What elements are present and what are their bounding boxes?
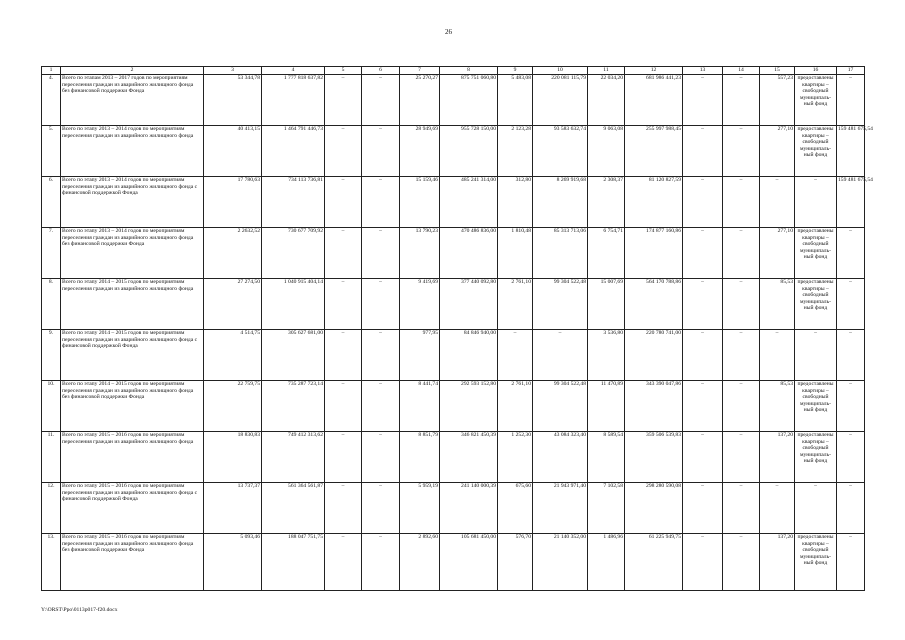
table-cell: 27 274,50 [204,279,262,330]
table-cell: – [533,330,588,381]
table-cell: 1 040 915 404,14 [262,279,325,330]
table-cell: 81 120 827,59 [625,177,683,228]
table-cell: – [362,126,400,177]
table-cell: 99 304 522,48 [533,381,588,432]
table-cell: 137,20 [760,534,795,591]
table-cell: 85 313 713,06 [533,228,588,279]
table-cell: 11 470,89 [588,381,625,432]
table-cell: 8 269 919,68 [533,177,588,228]
table-cell: 734 113 736,81 [262,177,325,228]
table-cell: 2 2632,52 [204,228,262,279]
table-cell: – [325,126,362,177]
table-cell: – [362,330,400,381]
table-cell: 15 159,46 [400,177,440,228]
table-cell: 18 830,83 [204,432,262,483]
table-cell: 1 464 791 446,73 [262,126,325,177]
table-cell: – [683,534,723,591]
table-cell: – [723,279,760,330]
table-cell: – [325,534,362,591]
table-cell: 3 536,80 [588,330,625,381]
table-cell: – [325,483,362,534]
table-cell: предоставлены квартиры – свободный муниципаль-ный фонд [795,126,837,177]
table-cell: 43 084 323,40 [533,432,588,483]
table-cell: 6 754,71 [588,228,625,279]
table-cell: 93 583 632,74 [533,126,588,177]
table-cell: 28 949,69 [400,126,440,177]
column-number: 2 [61,67,204,75]
file-path: Y:\ORST\Ppo\0113p017-f20.docx [41,607,118,613]
table-cell: предоставлены квартиры – свободный муниципаль-ный фонд [795,381,837,432]
table-row [42,126,865,177]
table-cell: – [723,534,760,591]
table-row [42,432,865,483]
table-cell: 17 780,63 [204,177,262,228]
table-cell: 4 514,75 [204,330,262,381]
table-cell: 1 486,96 [588,534,625,591]
table-cell: Всего по этапу 2015 – 2016 годов по мероприятиям переселения граждан из аварийного жилищного фонда без финансовой поддержки Фонда [61,534,204,591]
table-cell: – [325,381,362,432]
table-cell: – [362,483,400,534]
table-cell: – [723,483,760,534]
table-row [42,228,865,279]
resettlement-table [41,66,873,591]
table-cell: 2 761,10 [498,279,533,330]
table-cell: – [683,126,723,177]
table-cell: 7 102,58 [588,483,625,534]
table-cell: 564 170 788,86 [625,279,683,330]
table-cell: 22 759,75 [204,381,262,432]
table-cell: Всего по этапу 2014 – 2015 годов по мероприятиям переселения граждан из аварийного жилищного фонда без финансовой поддержки Фонда [61,381,204,432]
table-cell: Всего по этапу 2013 – 2014 годов по мероприятиям переселения граждан из аварийного жилищного фонда без финансовой поддержки Фонда [61,228,204,279]
table-row [42,381,865,432]
table-cell: 7. [42,228,61,279]
table-cell: 255 997 988,45 [625,126,683,177]
table-cell: – [723,75,760,126]
table-cell: 305 627 681,00 [262,330,325,381]
table-cell: Всего по этапу 2013 – 2014 годов по мероприятиям переселения граждан из аварийного жилищного фонда с финансовой поддержкой Фонда [61,177,204,228]
column-number: 11 [588,67,625,75]
table-cell: 5. [42,126,61,177]
table-cell: 6. [42,177,61,228]
column-number: 3 [204,67,262,75]
table-cell: 174 877 160,86 [625,228,683,279]
table-cell: Всего по этапу 2015 – 2016 годов по мероприятиям переселения граждан из аварийного жилищного фонда [61,432,204,483]
table-cell: – [837,228,865,279]
table-cell: предоставлены квартиры – свободный муниципаль-ный фонд [795,279,837,330]
table-cell: 220 780 741,00 [625,330,683,381]
table-cell: Всего по этапу 2014 – 2015 годов по мероприятиям переселения граждан из аварийного жилищного фонда с финансовой поддержкой Фонда [61,330,204,381]
table-cell: 470 486 836,00 [440,228,498,279]
table-cell: – [837,75,865,126]
table-cell: – [683,432,723,483]
table-cell: 730 677 709,92 [262,228,325,279]
table-cell: 137,20 [760,432,795,483]
table-cell: – [325,75,362,126]
table-cell: 5 093,46 [204,534,262,591]
table-cell: – [325,330,362,381]
table-cell: – [837,279,865,330]
column-number: 13 [683,67,723,75]
table-cell: 557,23 [760,75,795,126]
table-cell: 84 846 940,00 [440,330,498,381]
table-cell: 40 413,15 [204,126,262,177]
table-cell: – [498,330,533,381]
table-cell: 8 441,74 [400,381,440,432]
table-cell: 188 047 751,75 [262,534,325,591]
table-cell: 159 481 675,54 [837,126,865,177]
table-cell: – [362,75,400,126]
table-cell: – [325,228,362,279]
column-number: 5 [325,67,362,75]
table-row [42,483,865,534]
table-cell: 241 140 000,39 [440,483,498,534]
table-cell: 681 986 441,23 [625,75,683,126]
table-cell: 735 287 723,14 [262,381,325,432]
table-cell: 13 790,23 [400,228,440,279]
table-cell: 1 252,30 [498,432,533,483]
table-cell: 9 063,08 [588,126,625,177]
table-cell: 25 270,27 [400,75,440,126]
table-cell: 10. [42,381,61,432]
table-cell: 875 751 060,80 [440,75,498,126]
table-cell: 485 241 314,00 [440,177,498,228]
table-cell: – [795,177,837,228]
table-cell: 85,53 [760,381,795,432]
table-cell: Всего по этапу 2014 – 2015 годов по мероприятиям переселения граждан из аварийного жилищного фонда [61,279,204,330]
column-number: 15 [760,67,795,75]
table-cell: 377 440 092,80 [440,279,498,330]
page-number: 26 [445,28,452,36]
table-cell: Всего по этапу 2013 – 2014 годов по мероприятиям переселения граждан из аварийного жилищного фонда [61,126,204,177]
table-cell: 22 034,20 [588,75,625,126]
table-cell: – [837,432,865,483]
table-cell: Всего по этапу 2015 – 2016 годов по мероприятиям переселения граждан из аварийного жилищного фонда с финансовой поддержкой Фонда [61,483,204,534]
table-cell: предоставлены квартиры – свободный муниципаль-ный фонд [795,432,837,483]
table-cell: 292 593 152,80 [440,381,498,432]
table-cell: – [362,432,400,483]
table-cell: 343 390 047,86 [625,381,683,432]
table-cell: 5 483,08 [498,75,533,126]
table-cell: 977,95 [400,330,440,381]
column-number: 6 [362,67,400,75]
table-cell: 220 081 115,79 [533,75,588,126]
table-cell: 8. [42,279,61,330]
column-number: 17 [837,67,865,75]
table-cell: Всего по этапам 2013 – 2017 годов по мероприятиям переселения граждан из аварийного жилищного фонда без финансовой поддержки Фонда [61,75,204,126]
table-cell: – [362,534,400,591]
column-number-row [42,67,865,75]
table-cell: – [325,432,362,483]
table-cell: – [723,177,760,228]
column-number: 9 [498,67,533,75]
table-row [42,330,865,381]
table-cell: 99 304 522,48 [533,279,588,330]
table-cell: – [683,75,723,126]
column-number: 12 [625,67,683,75]
column-number: 7 [400,67,440,75]
table-cell: предоставлены квартиры – свободный муниципаль-ный фонд [795,534,837,591]
table-cell: 5 959,19 [400,483,440,534]
table-cell: 346 821 450,39 [440,432,498,483]
table-cell: 85,53 [760,279,795,330]
column-number: 16 [795,67,837,75]
table-cell: – [723,330,760,381]
table-cell: 277,10 [760,228,795,279]
table-cell: 298 280 590,08 [625,483,683,534]
table-cell: – [683,330,723,381]
table-cell: 4. [42,75,61,126]
table-cell: – [837,534,865,591]
table-cell: 576,70 [498,534,533,591]
table-cell: предоставлены квартиры – свободный муниципаль-ный фонд [795,228,837,279]
table-cell: – [325,279,362,330]
table-row [42,75,865,126]
table-cell: – [723,381,760,432]
table-cell: – [723,126,760,177]
table-cell: – [683,228,723,279]
column-number: 8 [440,67,498,75]
table-cell: 2 892,60 [400,534,440,591]
table-cell: 8 589,54 [588,432,625,483]
table-row [42,177,865,228]
table-cell: – [683,381,723,432]
table-cell: – [362,279,400,330]
table-cell: 15 007,69 [588,279,625,330]
table-cell: 277,10 [760,126,795,177]
column-number: 1 [42,67,61,75]
table-cell: 2 761,10 [498,381,533,432]
column-number: 14 [723,67,760,75]
table-cell: 9. [42,330,61,381]
table-cell: – [760,177,795,228]
table-cell: – [683,279,723,330]
table-cell: 9 419,69 [400,279,440,330]
table-cell: – [325,177,362,228]
table-cell: – [837,330,865,381]
column-number: 4 [262,67,325,75]
table-cell: – [795,330,837,381]
table-cell: 159 481 675,54 [837,177,865,228]
table-cell: – [683,483,723,534]
table-cell: – [683,177,723,228]
table-row [42,279,865,330]
table-cell: – [760,330,795,381]
table-cell: – [837,381,865,432]
table-cell: – [795,483,837,534]
table-cell: 105 681 450,00 [440,534,498,591]
table-cell: 2 123,28 [498,126,533,177]
table-cell: 1 777 818 637,82 [262,75,325,126]
table-cell: – [723,432,760,483]
table-cell: 749 412 313,62 [262,432,325,483]
table-row [42,534,865,591]
table-cell: 675,60 [498,483,533,534]
table-cell: 61 225 949,75 [625,534,683,591]
table-cell: 8 851,79 [400,432,440,483]
table-cell: 1 810,48 [498,228,533,279]
table-cell: 21 140 352,00 [533,534,588,591]
table-cell: 955 728 150,00 [440,126,498,177]
table-cell: 53 344,78 [204,75,262,126]
table-cell: – [362,381,400,432]
column-number: 10 [533,67,588,75]
table-cell: 11. [42,432,61,483]
table-cell: 13 737,37 [204,483,262,534]
table-cell: 312,80 [498,177,533,228]
table-cell: – [362,177,400,228]
table-cell: – [837,483,865,534]
table-cell: 21 943 971,40 [533,483,588,534]
table-cell: 561 364 561,87 [262,483,325,534]
table-cell: – [723,228,760,279]
table-cell: – [362,228,400,279]
table-cell: – [760,483,795,534]
table-cell: предоставлены квартиры – свободный муниципаль-ный фонд [795,75,837,126]
table-cell: 2 308,37 [588,177,625,228]
table-cell: 13. [42,534,61,591]
table-cell: 12. [42,483,61,534]
table-cell: 359 506 539,83 [625,432,683,483]
